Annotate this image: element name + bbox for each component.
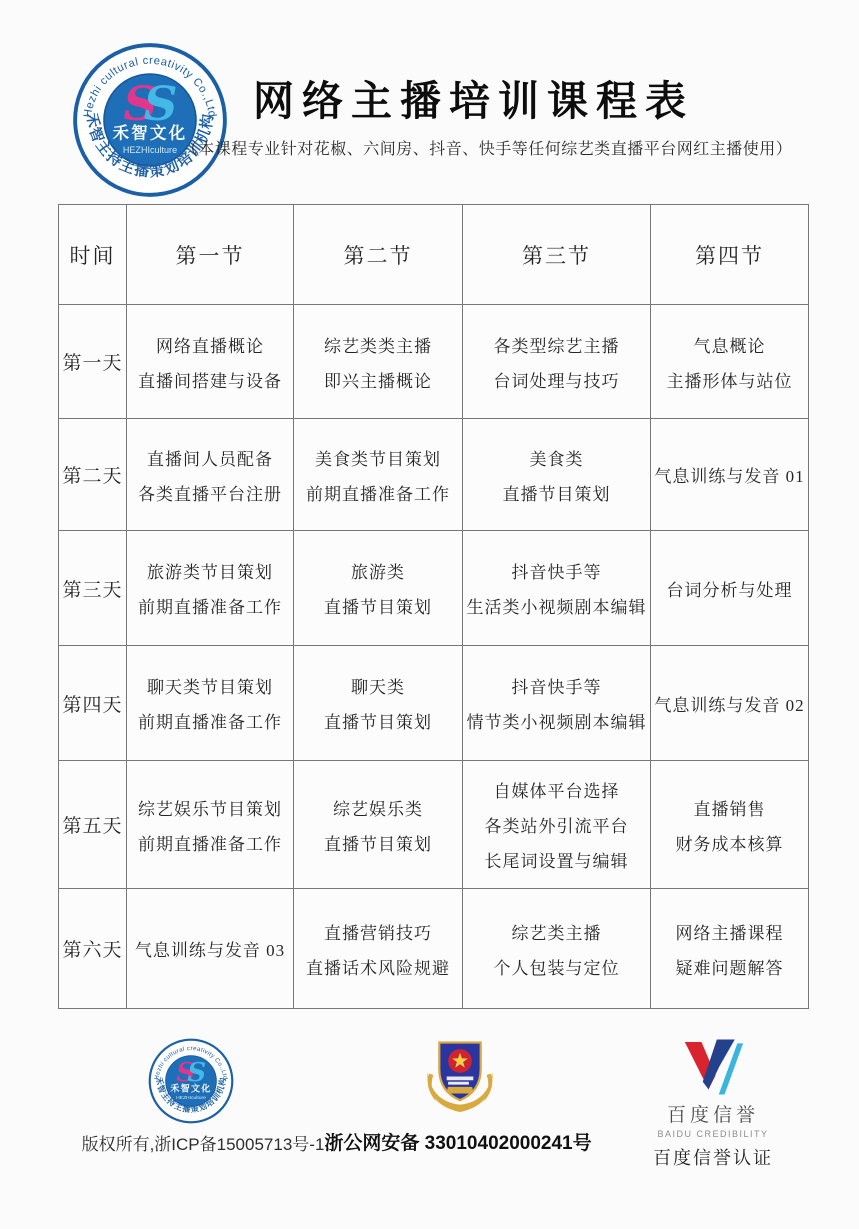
course-line: 前期直播准备工作: [306, 484, 450, 504]
course-line: 综艺类类主播: [324, 336, 432, 356]
day-cell: 第二天: [59, 419, 127, 531]
baidu-credibility-block: [638, 1038, 788, 1170]
police-badge-icon: [423, 1036, 497, 1120]
course-line: 自媒体平台选择: [493, 782, 620, 801]
course-line: 生活类小视频剧本编辑: [466, 598, 647, 617]
table-row: [59, 305, 809, 419]
course-line: 综艺娱乐节目策划: [138, 799, 282, 819]
course-line: 综艺类主播: [511, 923, 602, 943]
course-line: 各类站外引流平台: [484, 817, 629, 836]
course-cell: [294, 531, 463, 646]
course-line: 气息训练与发音 03: [134, 941, 286, 960]
course-cell: [651, 889, 809, 1009]
col-header-4: 第四节: [651, 205, 809, 305]
course-line: 主播形体与站位: [666, 371, 793, 391]
course-line: 抖音快手等: [511, 678, 602, 697]
course-line: 即兴主播概论: [324, 371, 432, 391]
course-line: 直播间搭建与设备: [138, 371, 282, 391]
course-line: 长尾词设置与编辑: [484, 852, 629, 871]
col-header-0: 时间: [59, 205, 127, 305]
course-cell: [463, 761, 651, 889]
day-cell: 第一天: [59, 305, 127, 419]
copyright-text: 版权所有,浙ICP备15005713号-1: [81, 1135, 325, 1154]
course-line: 直播节目策划: [502, 484, 611, 504]
course-line: 气息训练与发音 01: [654, 467, 805, 486]
course-line: 台词处理与技巧: [493, 371, 620, 391]
course-cell: [651, 761, 809, 889]
page-title: 网络主播培训课程表: [253, 78, 694, 124]
course-line: 旅游类: [351, 563, 405, 582]
course-cell: [127, 305, 294, 419]
table-row: [59, 646, 809, 761]
course-cell: [127, 419, 294, 531]
course-line: 台词分析与处理: [666, 580, 793, 600]
course-line: 直播节目策划: [324, 834, 432, 854]
table-row: [59, 531, 809, 646]
course-line: 气息训练与发音 02: [654, 695, 805, 715]
baidu-credibility-en: BAIDU CREDIBILITY: [657, 1129, 769, 1139]
table-row: [59, 419, 809, 531]
course-cell: [127, 761, 294, 889]
course-line: 直播营销技巧: [324, 923, 432, 943]
course-line: 直播节目策划: [324, 713, 432, 732]
course-cell: [463, 889, 651, 1009]
police-registration-text: 浙公网安备 33010402000241号: [324, 1133, 592, 1154]
course-line: 旅游类节目策划: [147, 563, 273, 582]
course-line: 前期直播准备工作: [138, 713, 282, 732]
course-line: 直播间人员配备: [147, 449, 273, 469]
course-table: [58, 204, 809, 1009]
day-cell: 第六天: [59, 889, 127, 1009]
course-line: 前期直播准备工作: [138, 598, 282, 617]
course-cell: [127, 531, 294, 646]
course-line: 各类型综艺主播: [493, 336, 620, 356]
course-line: 网络主播课程: [675, 923, 784, 943]
course-line: 情节类小视频剧本编辑: [466, 713, 647, 732]
course-cell: [294, 305, 463, 419]
table-row: [59, 761, 809, 889]
col-header-2: 第二节: [294, 205, 463, 305]
course-line: 网络直播概论: [156, 336, 264, 356]
course-line: 美食类节目策划: [315, 449, 441, 469]
course-line: 聊天类节目策划: [147, 678, 273, 697]
course-cell: [463, 419, 651, 531]
course-cell: [294, 419, 463, 531]
hezhi-logo-footer-icon: [148, 1038, 234, 1124]
course-cell: [651, 305, 809, 419]
baidu-credibility-cn: 百度信誉: [666, 1105, 759, 1126]
course-cell: [294, 646, 463, 761]
baidu-cert-text: 百度信誉认证: [653, 1148, 773, 1168]
course-cell: [651, 531, 809, 646]
course-line: 疑难问题解答: [675, 958, 784, 978]
table-row: [59, 889, 809, 1009]
page-subtitle: （本课程专业针对花椒、六间房、抖音、快手等任何综艺类直播平台网红主播使用）: [181, 141, 793, 158]
course-line: 气息概论: [693, 336, 766, 356]
course-line: 个人包装与定位: [493, 958, 620, 978]
course-cell: [463, 305, 651, 419]
course-line: 各类直播平台注册: [138, 484, 282, 504]
course-line: 综艺娱乐类: [333, 799, 423, 819]
day-cell: 第三天: [59, 531, 127, 646]
course-cell: [127, 889, 294, 1009]
course-cell: [651, 646, 809, 761]
course-cell: [463, 531, 651, 646]
course-cell: [294, 889, 463, 1009]
course-cell: [651, 419, 809, 531]
course-line: 前期直播准备工作: [138, 834, 282, 854]
course-line: 财务成本核算: [675, 834, 784, 854]
course-line: 直播话术风险规避: [306, 958, 450, 978]
table-header-row: [59, 205, 809, 305]
baidu-v-icon: [681, 1038, 745, 1096]
col-header-3: 第三节: [463, 205, 651, 305]
course-line: 直播销售: [693, 799, 766, 819]
course-cell: [127, 646, 294, 761]
col-header-1: 第一节: [127, 205, 294, 305]
day-cell: 第四天: [59, 646, 127, 761]
day-cell: 第五天: [59, 761, 127, 889]
course-line: 美食类: [529, 449, 584, 469]
course-cell: [294, 761, 463, 889]
course-cell: [463, 646, 651, 761]
course-line: 聊天类: [351, 678, 405, 697]
course-line: 抖音快手等: [511, 563, 602, 582]
course-line: 直播节目策划: [324, 598, 432, 617]
